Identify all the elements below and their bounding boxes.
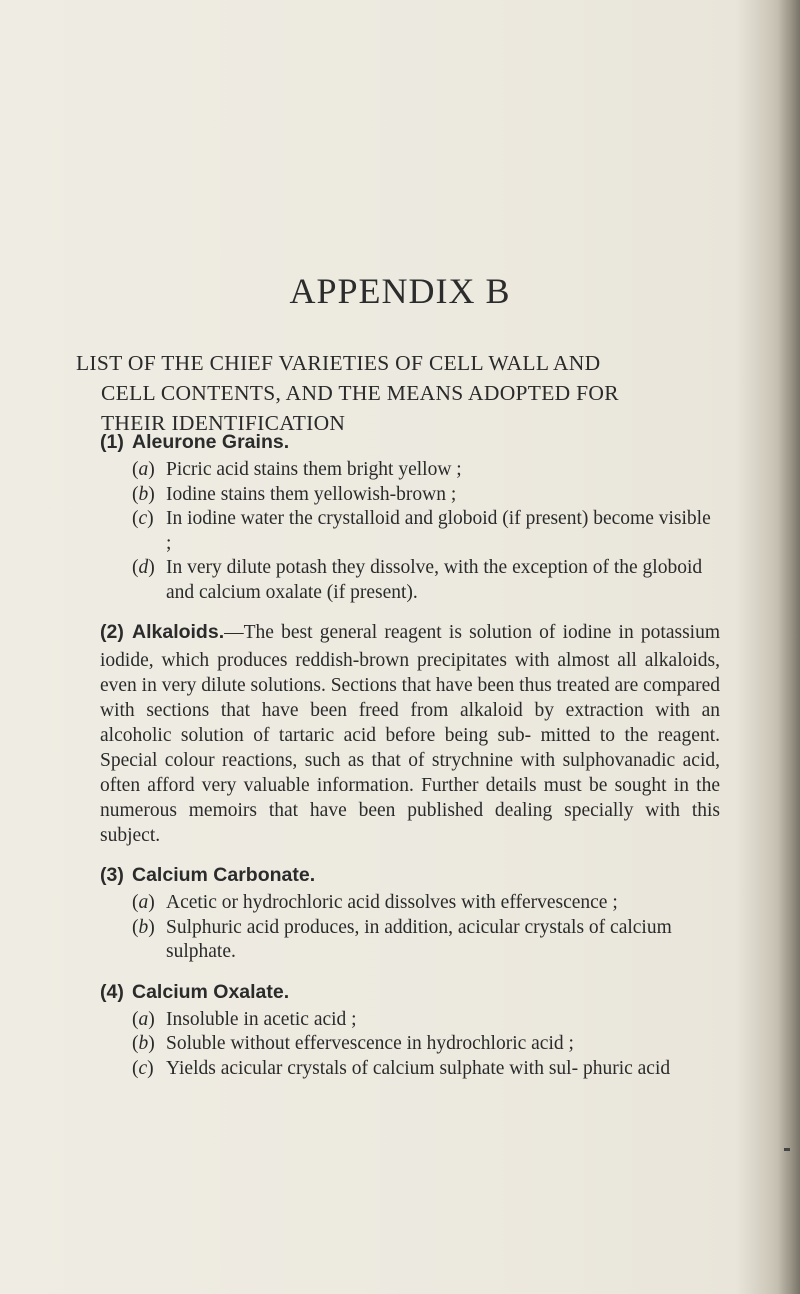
appendix-subtitle <box>76 348 736 438</box>
appendix-title: APPENDIX B <box>289 271 511 311</box>
item-text: In very dilute potash they dissolve, with the exception of the globoid and calcium oxalate (if present). <box>166 557 703 603</box>
item-letter: d <box>138 557 149 578</box>
item-letter: a <box>138 892 149 913</box>
list-item: (a) Insoluble in acetic acid ; <box>132 1008 357 1030</box>
margin-mark <box>784 1148 790 1151</box>
item-letter: a <box>138 1008 149 1030</box>
section-number: (1) <box>100 431 124 453</box>
subtitle-line: LIST OF THE CHIEF VARIETIES OF CELL WALL AND <box>76 351 601 375</box>
item-letter: b <box>138 483 149 505</box>
section-title: Calcium Carbonate. <box>132 864 316 886</box>
section-aleurone-grains <box>100 427 720 605</box>
section-text: —The best general reagent is solution of iodine in potassium iodide, which produces reddish-brown precipitates with almost all alkaloids, even in very dilute solutions. Sections that have been thus treated are compared with sections that have been freed from alkaloid by extraction with an alcoholic solution of tartaric acid before being sub- mitted to the reagent. Special colour reactions, such as that of strychnine with sulphovanadic acid, often afford very valuable information. Further details must be sought in the numerous memoirs that have been published dealing specially with this subject. <box>100 622 721 846</box>
item-letter: c <box>138 508 148 529</box>
item-text: Iodine stains them yellowish-brown ; <box>166 483 457 505</box>
section-number: (3) <box>100 864 124 886</box>
item-list <box>100 458 720 605</box>
section-alkaloids <box>100 617 720 848</box>
list-item: (c) In iodine water the crystalloid and globoid (if present) become visible ; <box>132 508 711 554</box>
item-list <box>100 1008 720 1082</box>
list-item: (a) Picric acid stains them bright yellow ; <box>132 459 462 480</box>
item-letter: b <box>138 1033 149 1054</box>
subtitle-line: CELL CONTENTS, AND THE MEANS ADOPTED FOR <box>101 381 619 405</box>
section-number: (2) <box>100 621 124 643</box>
section-title: Alkaloids. <box>132 621 225 643</box>
item-text: Insoluble in acetic acid ; <box>166 1008 357 1030</box>
item-letter: b <box>138 916 149 938</box>
section-title: Aleurone Grains. <box>132 431 290 453</box>
item-list <box>100 891 720 965</box>
item-text: Yields acicular crystals of calcium sulphate with sul- phuric acid <box>166 1057 671 1079</box>
item-text: Soluble without effervescence in hydrochloric acid ; <box>166 1033 574 1054</box>
list-item: (b) Iodine stains them yellowish-brown ; <box>132 483 457 505</box>
list-item: (b) Sulphuric acid produces, in addition, acicular crystals of calcium sulphate. <box>132 916 672 962</box>
list-item: (b) Soluble without effervescence in hydrochloric acid ; <box>132 1033 574 1054</box>
section-calcium-carbonate <box>100 860 720 965</box>
list-item: (d) In very dilute potash they dissolve, with the exception of the globoid and calcium oxalate (if present). <box>132 557 703 603</box>
item-text: Acetic or hydrochloric acid dissolves with effervescence ; <box>166 892 618 913</box>
sections-list <box>100 427 720 1093</box>
item-letter: a <box>138 459 149 480</box>
item-letter: c <box>138 1057 148 1079</box>
section-number: (4) <box>100 980 124 1003</box>
item-text: In iodine water the crystalloid and globoid (if present) become visible ; <box>166 508 711 554</box>
item-text: Sulphuric acid produces, in addition, acicular crystals of calcium sulphate. <box>166 916 672 962</box>
page-edge-shadow <box>778 0 800 1294</box>
section-paragraph <box>100 617 720 848</box>
item-text: Picric acid stains them bright yellow ; <box>166 459 462 480</box>
list-item: (c) Yields acicular crystals of calcium sulphate with sul- phuric acid <box>132 1057 671 1079</box>
section-title: Calcium Oxalate. <box>132 980 290 1003</box>
section-heading <box>100 427 720 458</box>
section-heading <box>100 977 720 1008</box>
section-calcium-oxalate <box>100 977 720 1082</box>
list-item: (a) Acetic or hydrochloric acid dissolves with effervescence ; <box>132 892 618 913</box>
section-heading <box>100 860 720 891</box>
subtitle-line: THEIR IDENTIFICATION <box>101 411 346 435</box>
